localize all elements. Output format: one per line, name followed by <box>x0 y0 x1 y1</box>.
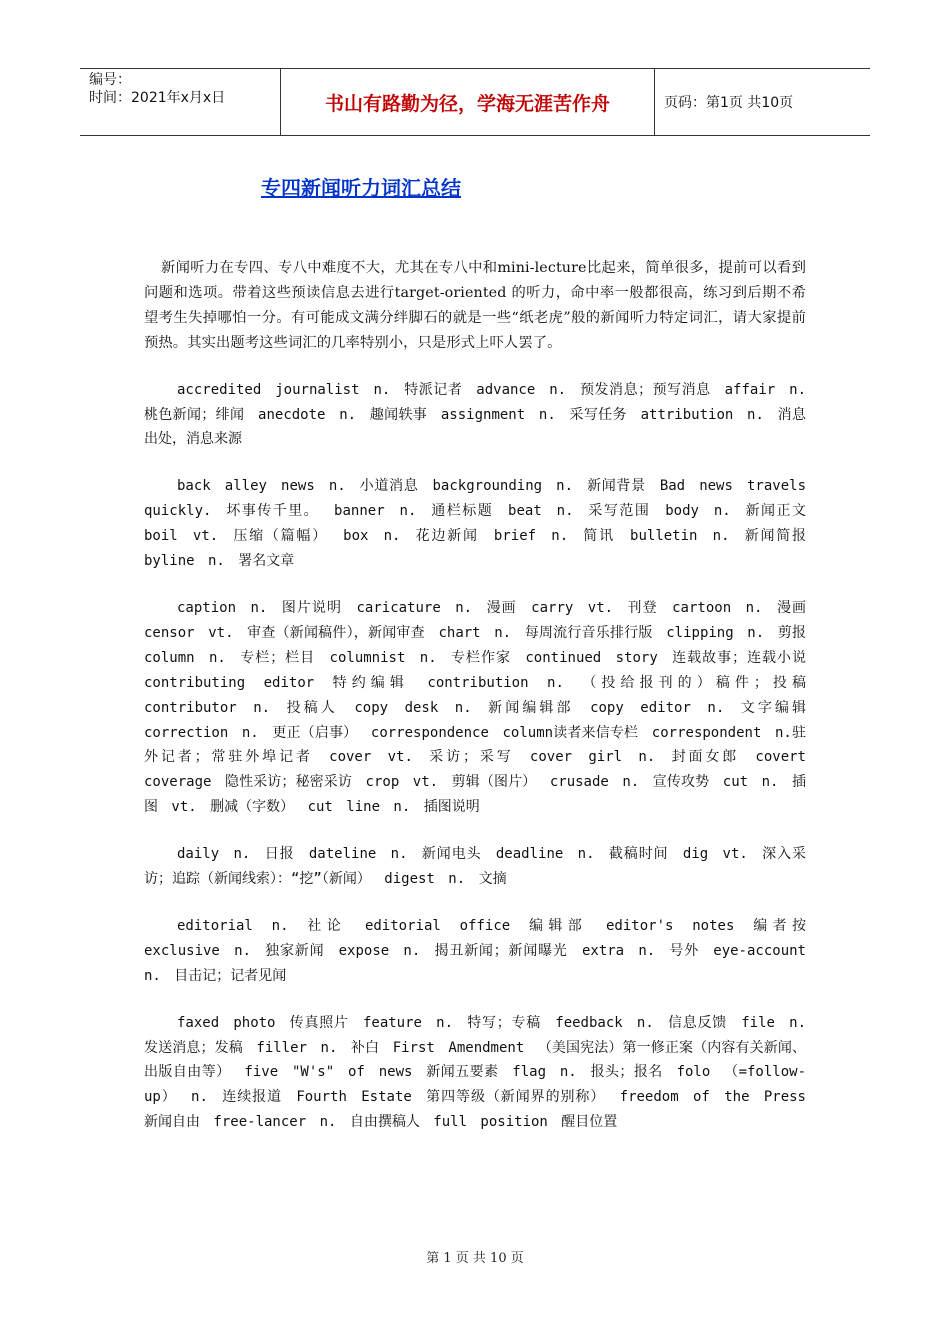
number-label: 编号： <box>89 72 131 88</box>
vocab-block-e: editorial n. 社论 editorial office 编辑部 editor's notes 编者按 exclusive n. 独家新闻 expose n. 揭丑新闻；新闻曝光 extra n. 号外 eye-account n. 目击记；记者见闻 <box>144 917 806 984</box>
vocab-block-b: back alley news n. 小道消息 backgrounding n. 新闻背景 Bad news travels quickly. 坏事传千里。 banner n. 通栏标题 beat n. 采写范围 body n. 新闻正文 boil vt. 压缩（篇幅） box n. 花边新闻 brief n. 简讯 bulletin n. 新闻简报 byline n. 署名文章 <box>144 478 806 570</box>
time-label: 时间：2021年x月x日 <box>89 90 226 106</box>
document-body <box>144 256 806 1157</box>
header-table <box>80 68 870 136</box>
vocab-block-f: faxed photo 传真照片 feature n. 特写；专稿 feedback n. 信息反馈 file n. 发送消息；发稿 filler n. 补白 First Amendment （美国宪法）第一修正案（内容有关新闻、出版自由等） five "W's" of news 新闻五要素 flag n. 报头；报名 folo （=follow-up） n. 连续报道 Fourth Estate 第四等级（新闻界的别称） freedom of the Press 新闻自由 free-lancer n. 自由撰稿人 full position 醒目位置 <box>144 1014 806 1131</box>
document-title[interactable]: 专四新闻听力词汇总结 <box>261 176 461 200</box>
vocab-block-c: caption n. 图片说明 caricature n. 漫画 carry vt. 刊登 cartoon n. 漫画 censor vt. 审查（新闻稿件），新闻审查 chart n. 每周流行音乐排行版 clipping n. 剪报 column n. 专栏；栏目 columnist n. 专栏作家 continued story 连载故事；连载小说 contributing editor 特约编辑 contribution n. （投给报刊的）稿件；投稿 contributor n. 投稿人 copy desk n. 新闻编辑部 copy editor n. 文字编辑 correction n. 更正（启事） correspondence column读者来信专栏 correspondent n.驻外记者；常驻外埠记者 cover vt. 采访；采写 cover girl n. 封面女郎 covert coverage 隐性采访；秘密采访 crop vt. 剪辑（图片） crusade n. 宣传攻势 cut n. 插图 vt. 删减（字数） cut line n. 插图说明 <box>144 599 806 816</box>
vocab-block-a: accredited journalist n. 特派记者 advance n. 预发消息；预写消息 affair n. 桃色新闻；绯闻 anecdote n. 趣闻轶事 assignment n. 采写任务 attribution n. 消息出处，消息来源 <box>144 381 806 448</box>
intro-paragraph: 新闻听力在专四、专八中难度不大，尤其在专八中和mini-lecture比起来，简单很多，提前可以看到问题和选项。带着这些预读信息去进行target-oriented 的听力，命中率一般都很高，练习到后期不希望考生失掉哪怕一分。有可能成文满分绊脚石的就是一些“纸老虎”般的新闻听力特定词汇，请大家提前预热。其实出题考这些词汇的几率特别小，只是形式上吓人罢了。 <box>144 260 806 351</box>
header-motto: 书山有路勤为径，学海无涯苦作舟 <box>281 69 655 135</box>
header-page-info: 页码：第1页 共10页 <box>664 95 794 111</box>
vocab-block-d: daily n. 日报 dateline n. 新闻电头 deadline n. 截稿时间 dig vt. 深入采访；追踪（新闻线索）：“挖”（新闻） digest n. 文摘 <box>144 846 806 888</box>
header-meta <box>80 69 281 135</box>
page-footer: 第 1 页 共 10 页 <box>426 1251 524 1266</box>
